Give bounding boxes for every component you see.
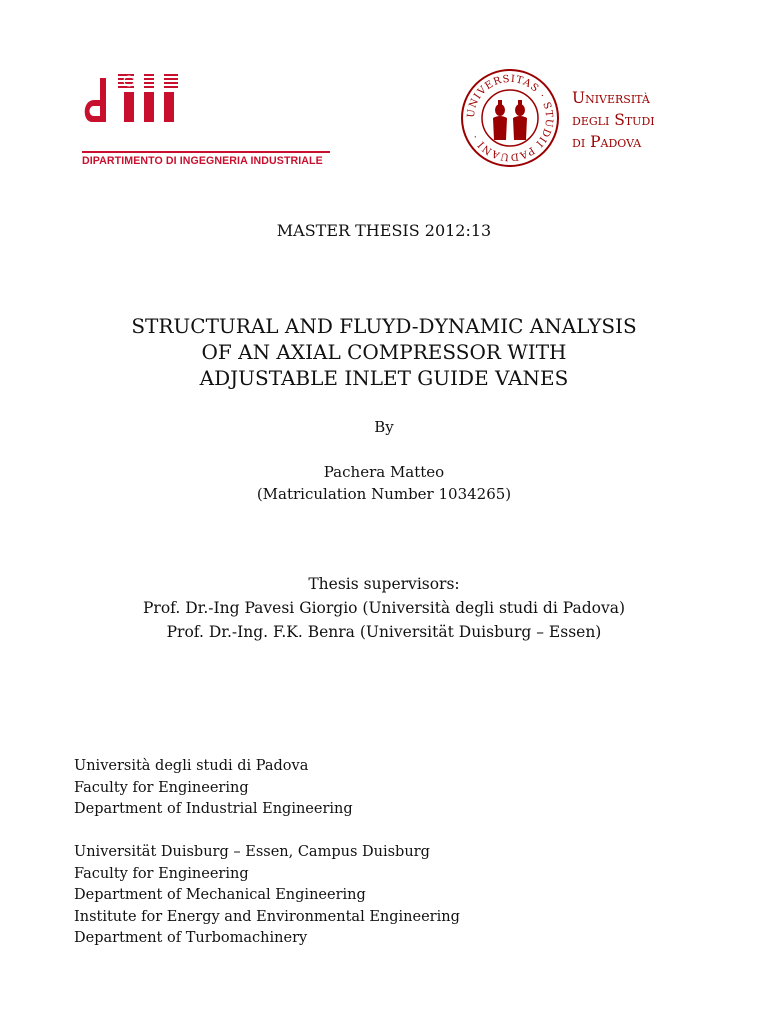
thesis-title-line: OF AN AXIAL COMPRESSOR WITH [201, 340, 567, 364]
matriculation-number: (Matriculation Number 1034265) [256, 485, 512, 503]
affiliation-duisburg [74, 842, 460, 950]
by-label: By [374, 418, 394, 436]
affiliation-line: Department of Turbomachinery [74, 930, 308, 946]
dii-divider [82, 151, 330, 153]
unipd-seal-icon [458, 66, 562, 170]
affiliation-line: Faculty for Engineering [74, 865, 249, 882]
affiliation-line: Università degli studi di Padova [74, 758, 309, 774]
supervisor-entry: Prof. Dr.-Ing. F.K. Benra (Universität Duisburg – Essen) [166, 623, 602, 641]
thesis-title-line: STRUCTURAL AND FLUYD-DYNAMIC ANALYSIS [131, 314, 637, 338]
supervisor-entry: Prof. Dr.-Ing Pavesi Giorgio (Università degli studi di Padova) [142, 599, 626, 617]
supervisors-heading: Thesis supervisors: [308, 575, 460, 593]
unipd-name-line: degli Studi [572, 111, 655, 129]
thesis-title [0, 313, 768, 391]
affiliation-padova [74, 756, 353, 821]
affiliation-line: Institute for Energy and Environmental Engineering [74, 908, 460, 925]
affiliation-line: Universität Duisburg – Essen, Campus Duisburg [74, 844, 430, 860]
dii-logo-mark [82, 70, 202, 150]
dii-logo [82, 70, 342, 170]
author-name: Pachera Matteo [323, 463, 445, 481]
unipd-name-line: di Padova [572, 133, 642, 151]
thesis-number: MASTER THESIS 2012:13 [276, 221, 492, 240]
dii-department-label: DIPARTIMENTO DI INGEGNERIA INDUSTRIALE [82, 155, 323, 167]
unipd-logo [458, 70, 708, 170]
unipd-name-line: Università [572, 89, 650, 107]
thesis-title-line: ADJUSTABLE INLET GUIDE VANES [199, 366, 569, 390]
unipd-name [572, 87, 655, 153]
affiliation-line: Department of Mechanical Engineering [74, 887, 366, 903]
affiliation-line: Department of Industrial Engineering [74, 801, 353, 817]
affiliation-line: Faculty for Engineering [74, 779, 249, 796]
svg-text:UNIVERSITAS · STUDII PADUANI ·: UNIVERSITAS · STUDII PADUANI · [465, 73, 555, 163]
